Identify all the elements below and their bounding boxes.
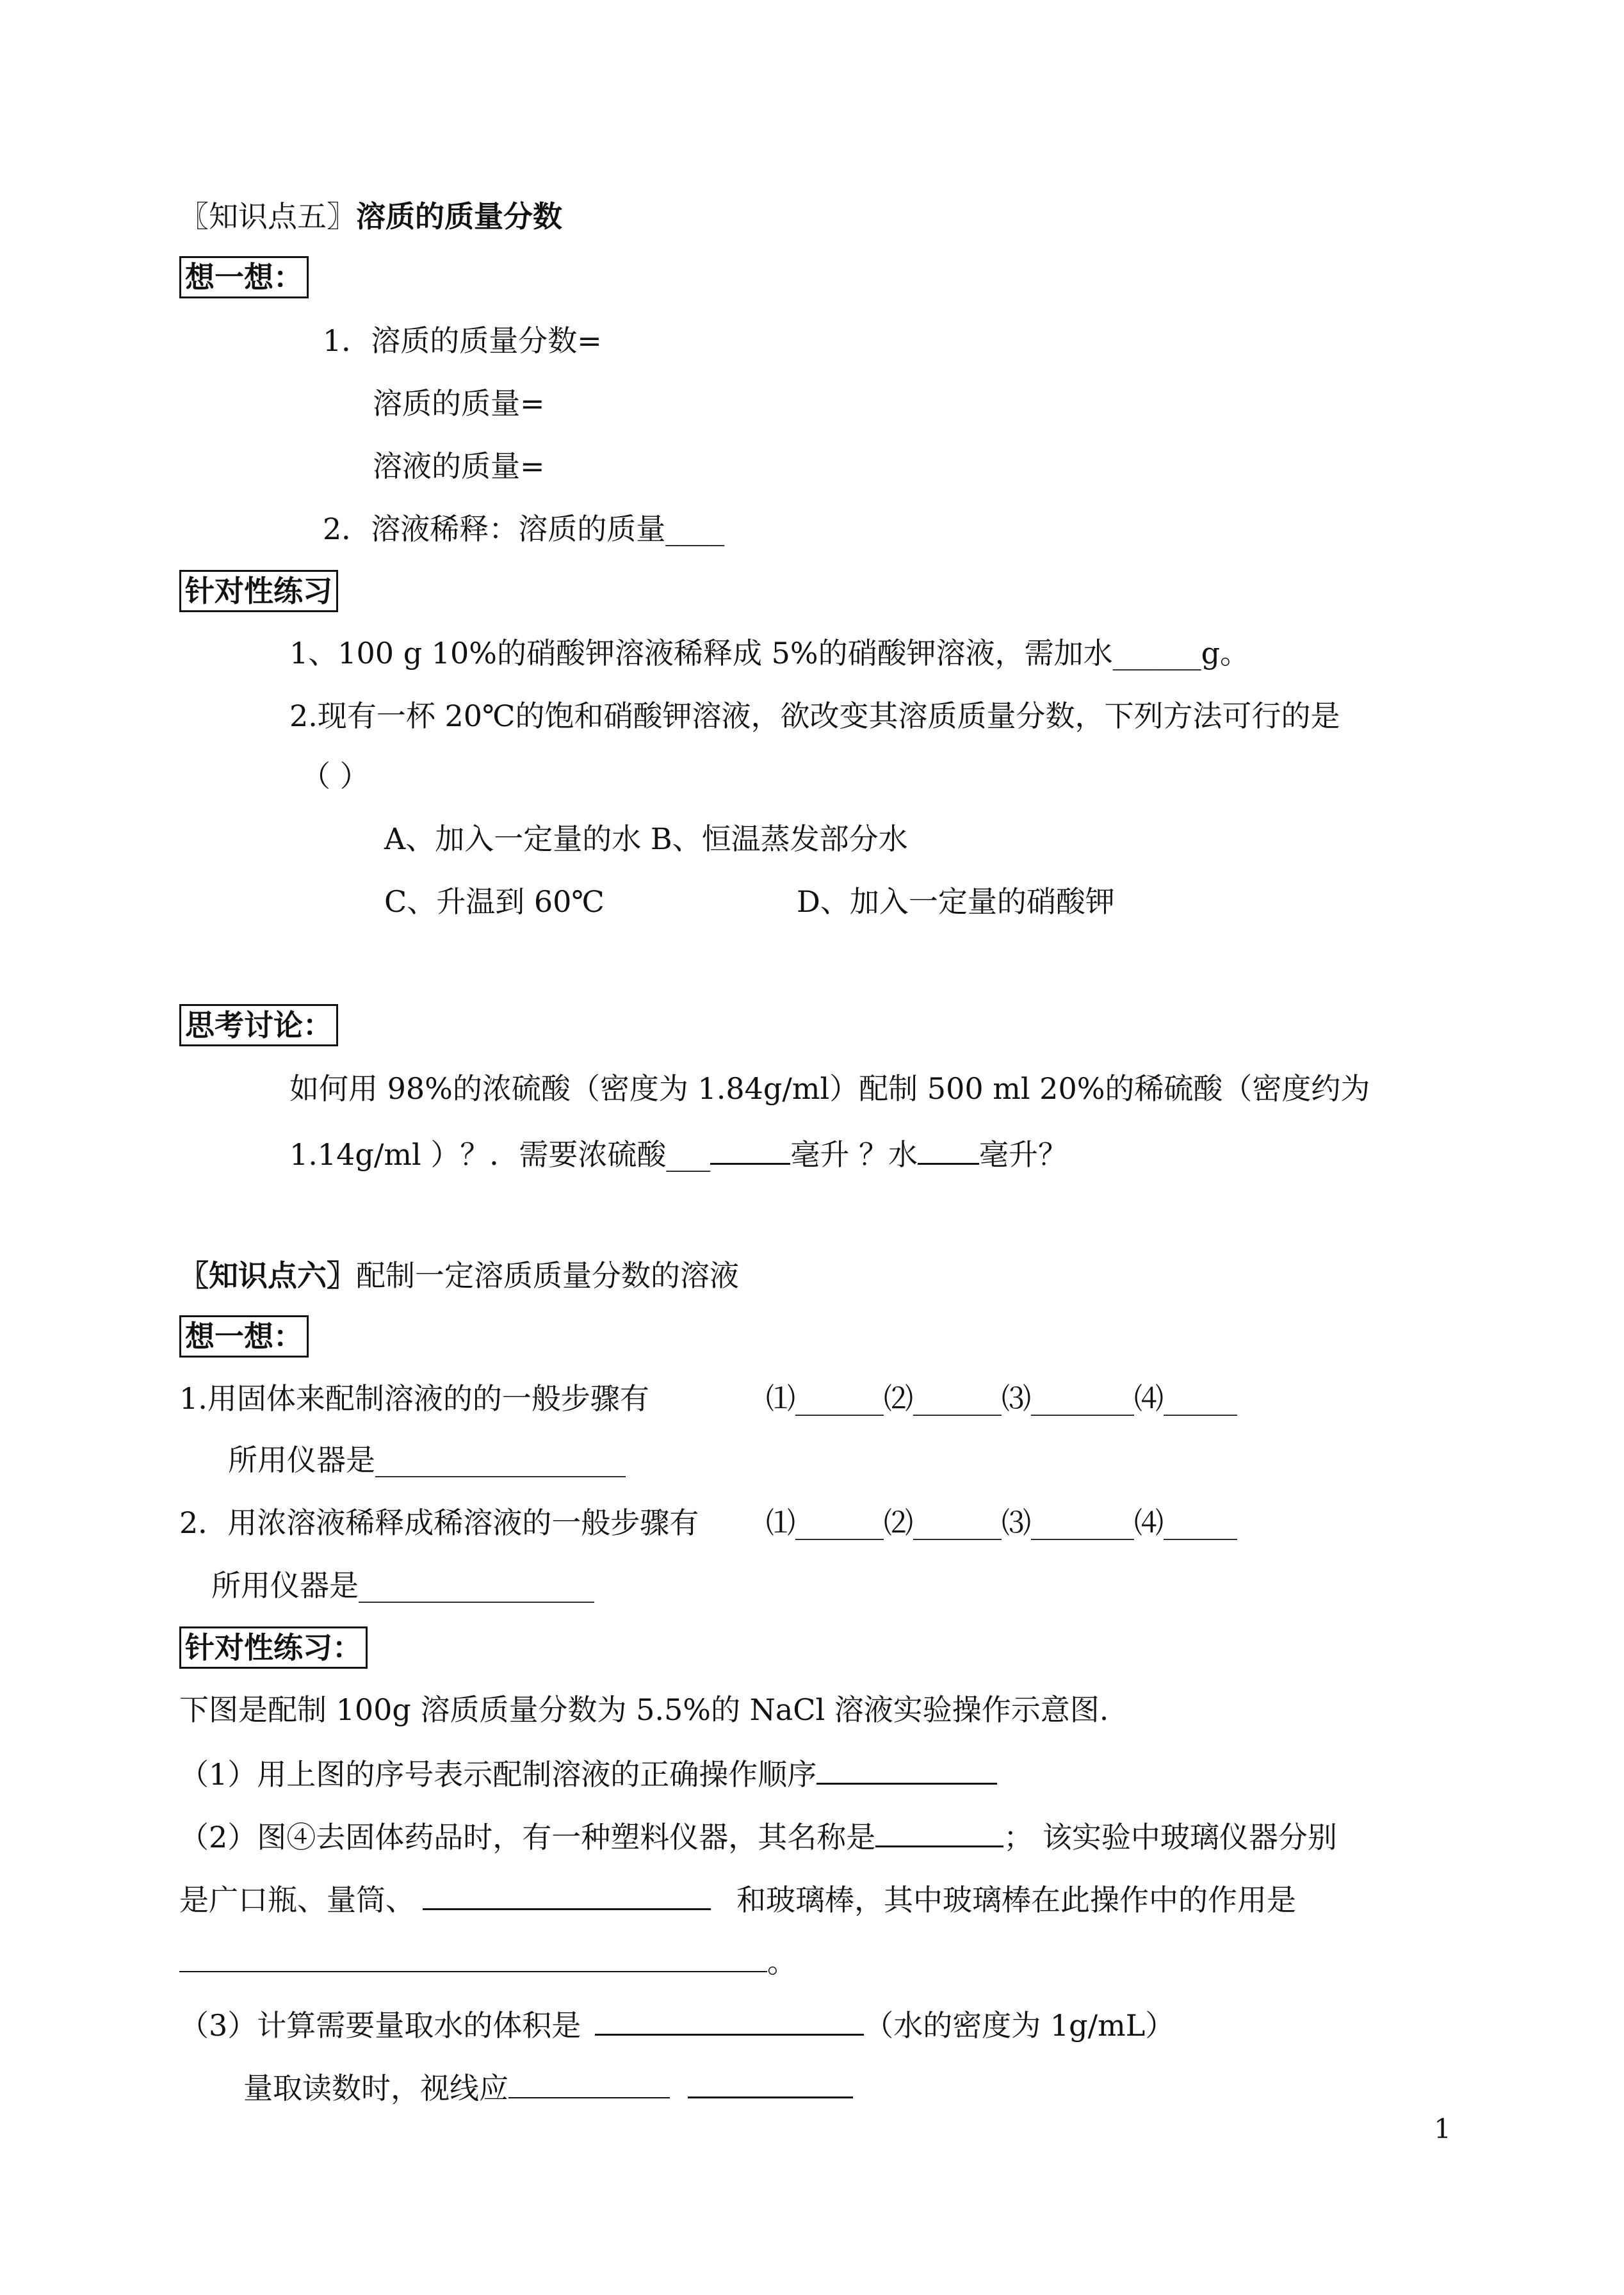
instruments-solid: 所用仪器是_________________ bbox=[228, 1443, 626, 1477]
steps-solid-text: 1.用固体来配制溶液的的一般步骤有 bbox=[179, 1381, 649, 1416]
option-c: C、升温到 60℃ bbox=[384, 884, 605, 919]
blank-acid-volume[interactable] bbox=[710, 1132, 790, 1165]
practice-q3-note: （水的密度为 1g/mL） bbox=[864, 2008, 1175, 2043]
think-label-2: 想一想： bbox=[179, 1315, 309, 1358]
practice-q3 bbox=[179, 2003, 1174, 2046]
practice-q2-text-b: ； 该实验中玻璃仪器分别 bbox=[1003, 1820, 1337, 1854]
practice-q1-text: （1）用上图的序号表示配制溶液的正确操作顺序 bbox=[179, 1757, 817, 1792]
question-1-unit: g。 bbox=[1201, 636, 1250, 670]
blank-reading-1[interactable] bbox=[508, 2066, 670, 2098]
question-1-blank: ______ bbox=[1112, 636, 1201, 670]
steps-dilute-text: 2．用浓溶液稀释成稀溶液的一般步骤有 bbox=[179, 1505, 699, 1540]
discussion-line-2b: 毫升 ？水 bbox=[790, 1137, 918, 1172]
blank-water-volume[interactable] bbox=[918, 1132, 979, 1165]
discussion-line-2c: 毫升？ bbox=[978, 1137, 1068, 1172]
discussion-line-2 bbox=[289, 1132, 1068, 1175]
practice-q2-line2 bbox=[179, 1877, 1296, 1920]
question-1-text: 1、100 g 10%的硝酸钾溶液稀释成 5%的硝酸钾溶液，需加水 bbox=[289, 636, 1113, 670]
practice-q2-text: （2）图④去固体药品时，有一种塑料仪器，其名称是 bbox=[179, 1820, 876, 1854]
discussion-line-2a: 1.14g/ml ）？．需要浓硫酸___ bbox=[289, 1137, 711, 1172]
question-1 bbox=[289, 633, 1249, 674]
practice-q2-line3 bbox=[179, 1940, 797, 1983]
practice-q2-line3-end: 。 bbox=[767, 1945, 797, 1979]
page-number: 1 bbox=[1434, 2113, 1451, 2145]
practice-label-1: 针对性练习 bbox=[179, 570, 338, 612]
practice-q2 bbox=[179, 1815, 1337, 1858]
section5-title-bracket: 〖知识点五〗 bbox=[179, 199, 356, 234]
section6-title-text: 配制一定溶质质量分数的溶液 bbox=[356, 1258, 739, 1293]
blank-rod-purpose[interactable] bbox=[179, 1940, 767, 1972]
question-2-answer-paren: （ ） bbox=[301, 759, 369, 793]
steps-solid-blanks: ⑴______⑵______⑶_______⑷_____ bbox=[766, 1381, 1237, 1416]
practice-q3-line2 bbox=[243, 2066, 853, 2109]
formula-item-4: 2．溶液稀释：溶质的质量____ bbox=[323, 512, 725, 546]
practice-q2-line2-a: 是广口瓶、量筒、 bbox=[179, 1883, 415, 1917]
formula-item-1: 1．溶质的质量分数= bbox=[323, 323, 602, 358]
options-a-b: A、加入一定量的水 B、恒温蒸发部分水 bbox=[384, 822, 908, 856]
section5-title bbox=[179, 196, 562, 237]
instruments-dilute: 所用仪器是________________ bbox=[211, 1568, 594, 1603]
discuss-label: 思考讨论： bbox=[179, 1004, 338, 1046]
option-d: D、加入一定量的硝酸钾 bbox=[797, 884, 1115, 919]
blank-glass-instrument[interactable] bbox=[423, 1877, 711, 1910]
section5-title-text: 溶质的质量分数 bbox=[356, 199, 562, 234]
question-2: 2.现有一杯 20℃的饱和硝酸钾溶液，欲改变其溶质质量分数，下列方法可行的是 bbox=[289, 699, 1340, 733]
formula-item-3: 溶液的质量= bbox=[373, 449, 545, 483]
blank-water-volume-2[interactable] bbox=[595, 2003, 864, 2036]
blank-plastic-instrument[interactable] bbox=[875, 1815, 1003, 1847]
blank-reading-2[interactable] bbox=[688, 2066, 853, 2098]
practice-q3-line2-text: 量取读数时，视线应 bbox=[243, 2071, 508, 2105]
practice-label-2: 针对性练习： bbox=[179, 1626, 368, 1669]
practice-q1 bbox=[179, 1752, 997, 1795]
discussion-line-1: 如何用 98%的浓硫酸（密度为 1.84g/ml）配制 500 ml 20%的稀硫酸（密度约为 bbox=[289, 1071, 1370, 1106]
practice-q3-text: （3）计算需要量取水的体积是 bbox=[179, 2008, 581, 2043]
practice-intro: 下图是配制 100g 溶质质量分数为 5.5%的 NaCl 溶液实验操作示意图. bbox=[179, 1692, 1109, 1727]
blank-order[interactable] bbox=[816, 1752, 997, 1785]
section6-title bbox=[179, 1255, 739, 1296]
section6-title-bracket: 〖知识点六〗 bbox=[179, 1258, 356, 1293]
practice-q2-line2-b: 和玻璃棒，其中玻璃棒在此操作中的作用是 bbox=[736, 1883, 1296, 1917]
steps-dilute-blanks: ⑴______⑵______⑶_______⑷_____ bbox=[766, 1505, 1237, 1540]
think-label-1: 想一想： bbox=[179, 256, 309, 298]
formula-item-2: 溶质的质量= bbox=[373, 386, 545, 421]
